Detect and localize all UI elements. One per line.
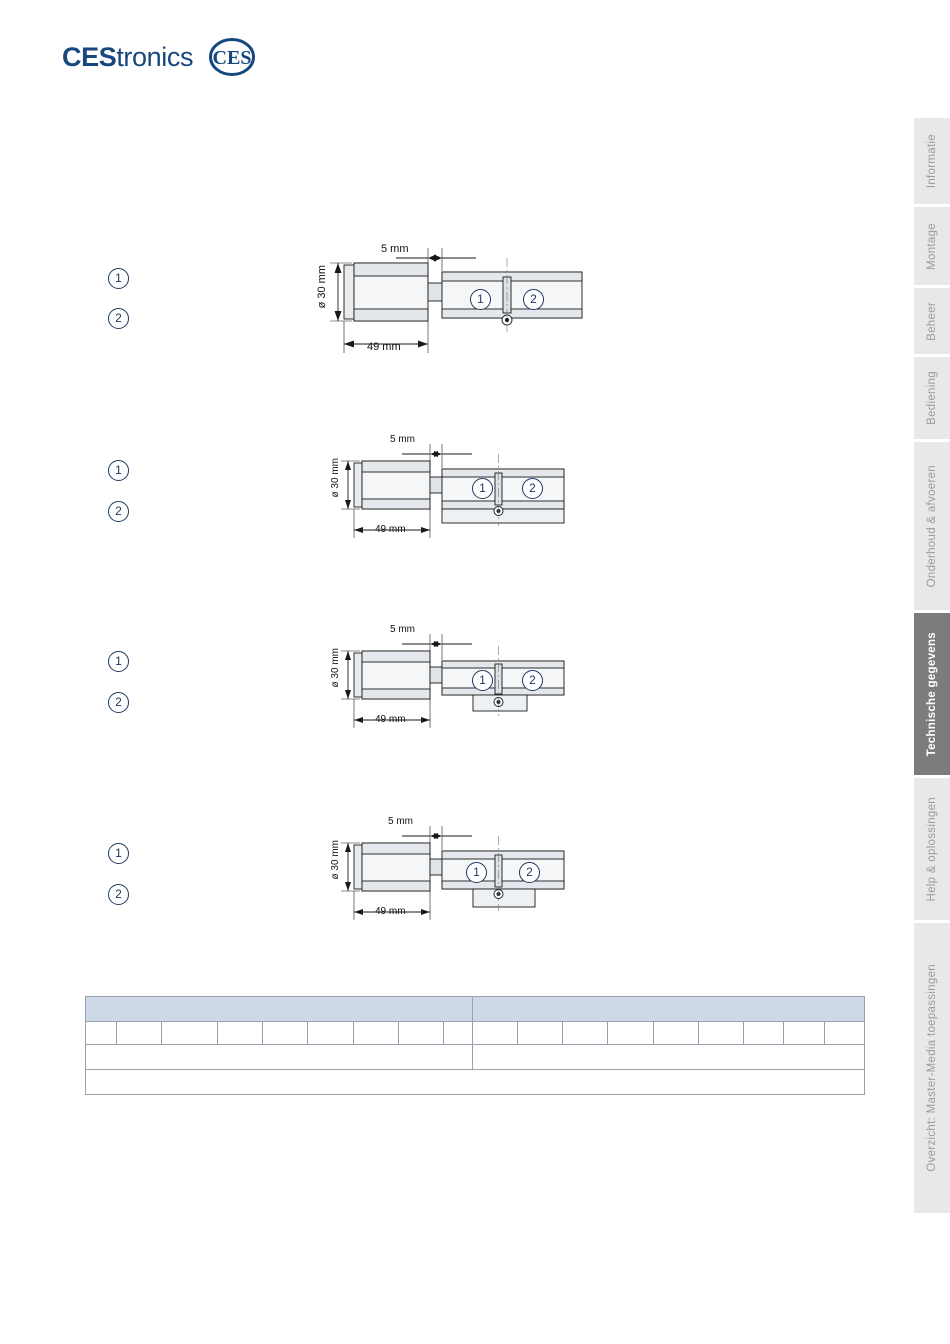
brand-wordmark-bold: CES [62,41,117,72]
tab-montage[interactable] [914,207,950,285]
tab-technische-gegevens[interactable] [914,613,950,775]
figure-4-legend-2: 2 [108,884,129,905]
table-header-cell-left [86,997,473,1022]
figure-2-callout-1: 1 [472,478,493,499]
tab-overzicht-master-media-label: Overzicht: Master-Media toepassingen [926,964,938,1172]
table-row [86,1045,865,1070]
table-cell [473,1045,865,1070]
svg-text:CES: CES [212,47,252,69]
table-cell [653,1022,698,1045]
table-header-cell-right [473,997,865,1022]
table-cell [86,1022,117,1045]
figure-2-legend-2: 2 [108,501,129,522]
table-cell [263,1022,308,1045]
figure-3-callout-2: 2 [522,670,543,691]
figure-1-drawing [300,236,600,376]
figure-3-dim-gap: 5 mm [390,624,415,635]
table-cell [162,1022,218,1045]
table-cell [86,1070,865,1095]
figure-4-callout-2: 2 [519,862,540,883]
figure-1-dim-diameter: ø 30 mm [316,265,328,309]
figure-1-legend-2: 2 [108,308,129,329]
figure-4-dim-gap: 5 mm [388,816,413,827]
table-cell [353,1022,398,1045]
table-cell [116,1022,161,1045]
tab-informatie[interactable] [914,118,950,204]
figure-2-legend-1: 1 [108,460,129,481]
table-cell [743,1022,783,1045]
figure-1-dim-gap: 5 mm [381,243,409,255]
figure-4-dim-diameter: ø 30 mm [330,840,341,880]
figure-3-legend-2: 2 [108,692,129,713]
figure-1-callout-2: 2 [523,289,544,310]
table-cell [784,1022,824,1045]
figure-4-dim-length: 49 mm [375,906,406,917]
specs-table [85,996,865,1095]
tab-montage-label: Montage [926,222,938,270]
tab-informatie-label: Informatie [926,133,938,189]
figure-3-drawing [320,620,600,750]
figure-2-dim-diameter: ø 30 mm [330,458,341,498]
brand-wordmark-light: tronics [116,41,194,72]
tab-onderhoud-afvoeren[interactable] [914,442,950,610]
table-cell [398,1022,443,1045]
table-cell [308,1022,353,1045]
figure-2-dim-gap: 5 mm [390,434,415,445]
table-cell [563,1022,608,1045]
table-row [86,1070,865,1095]
figure-2-dim-length: 49 mm [375,524,406,535]
section-tabs [914,118,950,1216]
table-cell [86,1045,473,1070]
table-header-row [86,997,865,1022]
figure-4-callout-1: 1 [466,862,487,883]
table-cell [608,1022,653,1045]
figure-1-dim-length: 49 mm [367,341,401,353]
figure-4-drawing [320,812,600,942]
figure-1-callout-1: 1 [470,289,491,310]
brand-wordmark [62,42,193,73]
ces-logo-mark-icon [209,34,255,80]
tab-onderhoud-afvoeren-label: Onderhoud & afvoeren [926,464,938,588]
figure-3-legend-1: 1 [108,651,129,672]
figure-2-drawing [320,430,600,560]
tab-beheer-label: Beheer [926,301,938,341]
tab-technische-gegevens-label: Technische gegevens [926,631,938,757]
table-cell [824,1022,864,1045]
table-cell [473,1022,518,1045]
tab-bediening[interactable] [914,357,950,439]
figure-1-legend-1: 1 [108,268,129,289]
tab-beheer[interactable] [914,288,950,354]
table-cell [218,1022,263,1045]
tab-help-oplossingen[interactable] [914,778,950,920]
brand-logo [62,34,255,80]
figure-3-callout-1: 1 [472,670,493,691]
tab-help-oplossingen-label: Help & oplossingen [926,796,938,902]
tab-bediening-label: Bediening [926,371,938,425]
tab-overzicht-master-media[interactable] [914,923,950,1213]
figure-2-callout-2: 2 [522,478,543,499]
figure-4-legend-1: 1 [108,843,129,864]
table-cell [518,1022,563,1045]
figure-3-dim-diameter: ø 30 mm [330,648,341,688]
table-row [86,1022,865,1045]
figure-3-dim-length: 49 mm [375,714,406,725]
table-cell [698,1022,743,1045]
table-cell [443,1022,472,1045]
